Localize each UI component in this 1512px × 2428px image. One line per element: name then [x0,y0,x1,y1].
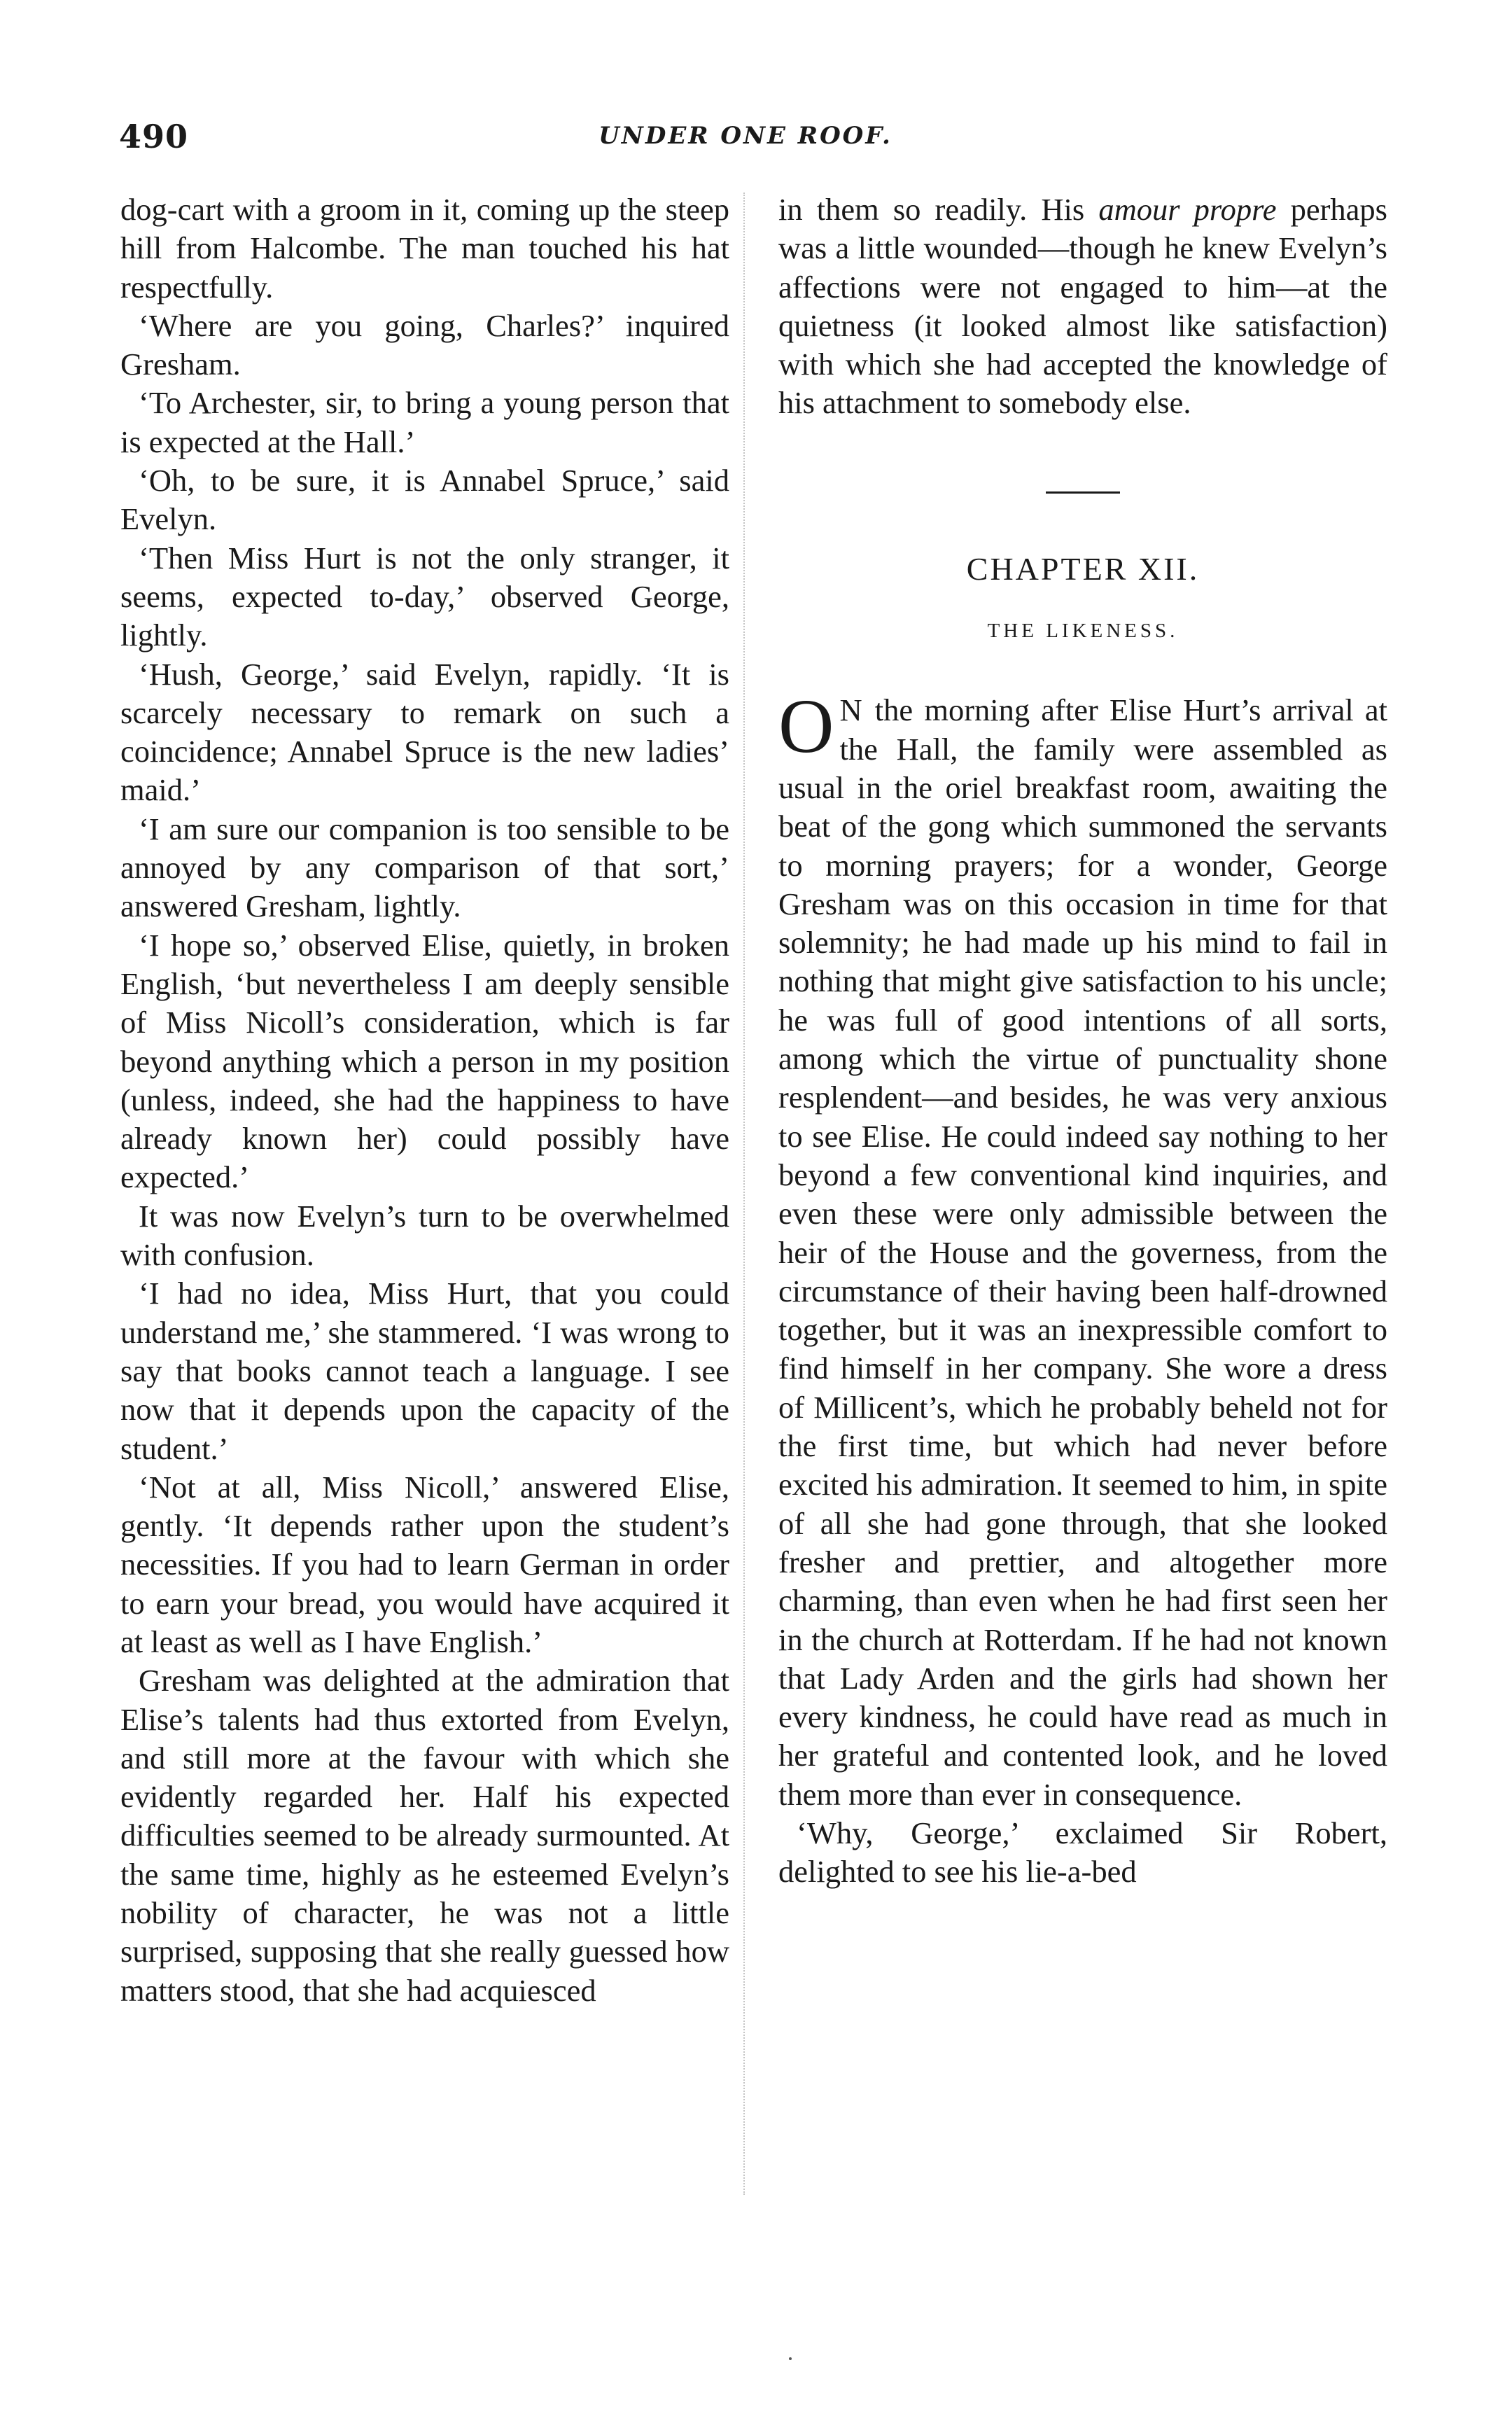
paragraph: ‘Then Miss Hurt is not the only stranger, it seems, expected to-day,’ observed George, lightly. [120,540,729,653]
paragraph: ‘Why, George,’ exclaimed Sir Robert, delighted to see his lie-a-bed [778,1815,1387,1890]
section-rule [1046,491,1120,494]
chapter-subtitle: THE LIKENESS. [987,620,1179,643]
footer-mark [789,2357,792,2360]
right-column [778,190,1387,1892]
paragraph: ‘I hope so,’ observed Elise, quietly, in broken English, ‘but nevertheless I am deeply sensible of Miss Nicoll’s consideration, which is far beyond anything which a person in my position (unless, indeed, she had the happiness to have already known her) could possibly have expected.’ [120,927,729,1195]
paragraph: ‘I had no idea, Miss Hurt, that you could understand me,’ she stammered. ‘I was wrong to say that books cannot teach a language. I see now that it depends upon the capacity of the student.’ [120,1276,729,1466]
page-header [119,118,1372,167]
paragraph: ‘I am sure our companion is too sensible to be annoyed by any comparison of that sort,’ answered Gresham, lightly. [120,811,729,924]
opening-paragraph [778,683,1387,1814]
continuation-rest: perhaps was a little wounded—though he knew Evelyn’s affections were not engaged to him—at the quietness (it looked almost like satisfaction) with which she had accepted the knowledge of his attachment to somebody else. [778,192,1388,421]
column-divider [743,193,745,2195]
paragraph: It was now Evelyn’s turn to be overwhelmed with confusion. [120,1198,729,1273]
paragraph: ‘Not at all, Miss Nicoll,’ answered Elise, gently. ‘It depends rather upon the student’s necessities. If you had to learn German in order to earn your bread, you would have acquired it at least as well as I have English.’ [120,1469,729,1659]
opening-text: the morning after Elise Hurt’s arrival at the Hall, the family were assembled as usual in the oriel breakfast room, awaiting the beat of the gong which summoned the servants to morning prayers; for a wonder, George Gresham was on this occasion in time for that solemnity; he had made up his mind to fail in nothing that might give satisfaction to his uncle; he was full of good intentions of all sorts, among which the virtue of punctuality shone resplendent—and besides, he was very anxious to see Elise. He could indeed say nothing to her beyond a few conventional kind inquiries, and even these were only admissible between the heir of the House and the governess, from the circumstance of their having been half-drowned together, but it was an inexpressible comfort to find himself in her company. She wore a dress of Millicent’s, which he probably beheld not for the first time, but which had never before excited his admiration. It seemed to him, in spite of all she had gone through, that she looked fresher and prettier, and altogether more charming, than even when he had first seen her in the church at Rotterdam. If he had not known that Lady Arden and the girls had shown her every kindness, he could have read as much in her grateful and contented look, and he loved them more than ever in consequence. [778,692,1387,1812]
paragraph: ‘Where are you going, Charles?’ inquired Gresham. [120,307,729,382]
italic-phrase: amour propre [1098,192,1277,227]
paragraph: Gresham was delighted at the admiration that Elise’s talents had thus extorted from Evelyn, and still more at the favour with which she evidently regarded her. Half his expected difficulties seemed to be already surmounted. At the same time, highly as he esteemed Evelyn’s nobility of character, he was not a little surprised, supposing that she really guessed how matters stood, that she had acquiesced [120,1663,729,2008]
continuation-lead: in them so readily. His [778,192,1099,227]
left-column [120,190,729,2010]
paragraph: ‘Hush, George,’ said Evelyn, rapidly. ‘It is scarcely necessary to remark on such a coincidence; Annabel Spruce is the new ladies’ maid.’ [120,656,729,808]
chapter-title: CHAPTER XII. [966,550,1200,587]
paragraph: ‘Oh, to be sure, it is Annabel Spruce,’ said Evelyn. [120,463,729,537]
opening-small-cap: N [839,692,864,728]
drop-cap: O [778,683,834,769]
page-number: 490 [119,118,189,155]
paragraph: ‘To Archester, sir, to bring a young person that is expected at the Hall.’ [120,385,729,459]
continuation-paragraph [778,190,1387,423]
running-title: UNDER ONE ROOF. [598,122,892,150]
paragraph: dog-cart with a groom in it, coming up the steep hill from Halcombe. The man touched his hat respectfully. [120,192,729,305]
